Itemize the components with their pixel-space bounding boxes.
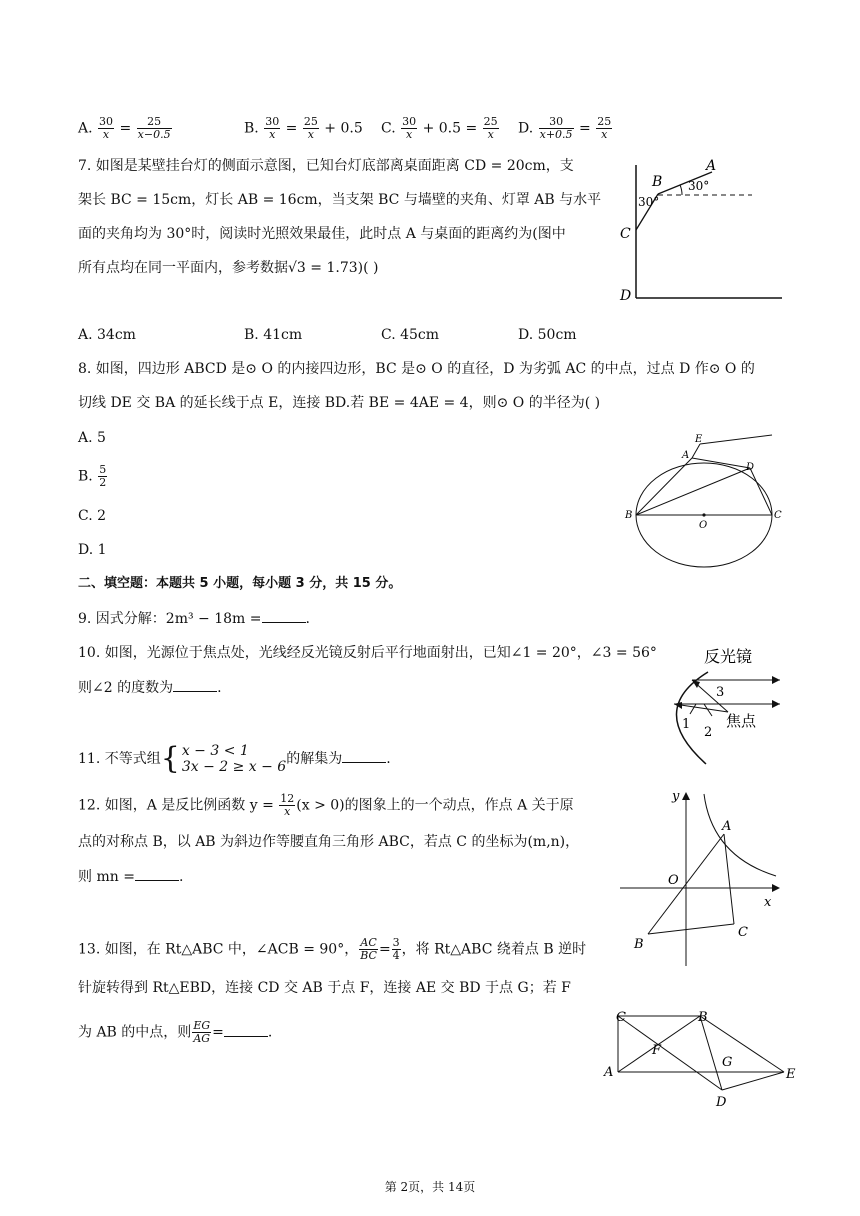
q8-circle-figure [622,430,790,570]
label-f: F [652,1043,662,1058]
q11-line: 11. 不等式组{ x − 3 < 1 3x − 2 ≥ x − 6 的解集为 . [78,741,391,776]
segment-cd [618,1016,722,1090]
label-b: B [698,1010,708,1025]
angle-label-top: 30° [688,179,710,193]
label-o: O [699,520,708,531]
q10-line-1: 10. 如图，光源位于焦点处，光线经反光镜反射后平行地面射出，已知∠1 = 20°，∠3 = 56° [78,645,657,661]
angle-1-label: 1 [682,717,691,732]
q7-line-4: 所有点均在同一平面内，参考数据√3 = 1.73)( ) [78,260,379,276]
center-dot [702,513,705,516]
angle-pointer-1 [690,704,696,714]
label-c: C [738,925,748,940]
chord-bd [636,468,750,515]
label-g: G [722,1055,733,1070]
angle-3-label: 3 [716,685,725,700]
angle-arc-top [680,185,682,195]
label-b: B [634,937,644,952]
q8-line-1: 8. 如图，四边形 ABCD 是⊙ O 的内接四边形，BC 是⊙ O 的直径，D 为劣弧 AC 的中点，过点 D 作⊙ O 的 [78,361,755,377]
label-c: C [620,226,631,242]
q8-option-b: B. $\frac{5}{2}$ [78,463,107,489]
angle-pointer-2 [704,704,712,716]
q6-option-b: B. $\frac{30}{x}$ = $\frac{25}{x}$ + 0.5 [244,115,363,141]
q12-line-1: 12. 如图，A 是反比例函数 y = $\frac{12}{x}$ (x > 0)的图象上的一个动点，作点 A 关于原 [78,792,574,818]
q6-option-c: C. $\frac{30}{x}$ + 0.5 = $\frac{25}{x}$ [381,115,498,141]
q10-mirror-figure [656,640,786,768]
q12-line-3: 则 mn = . [78,866,183,887]
q9-line: 9. 因式分解：2m³ − 18m = . [78,608,310,629]
q8-option-d: D. 1 [78,542,107,558]
angle-2-label: 2 [704,725,713,740]
label-c: C [616,1010,626,1025]
q7-line-1: 7. 如图是某壁挂台灯的侧面示意图，已知台灯底部离桌面距离 CD = 20cm，支 [78,158,574,174]
label-d: D [746,462,755,473]
page-footer: 第 2页，共 14页 [384,1180,476,1194]
q8-line-2: 切线 DE 交 BA 的延长线于点 E，连接 BD.若 BE = 4AE = 4，则⊙ O 的半径为( ) [78,395,601,411]
label-d: D [620,288,632,304]
extension-ae [692,444,700,458]
label-x: x [764,895,772,910]
q12-line-2: 点的对称点 B，以 AB 为斜边作等腰直角三角形 ABC，若点 C 的坐标为(m,n)， [78,834,580,850]
q7-lamp-figure [612,150,790,305]
label-e: E [695,434,703,445]
chord-dc [750,468,772,515]
q13-line-1: 13. 如图，在 Rt△ABC 中，∠ACB = 90°， $\frac{AC}{BC}$ = $\frac{3}{4}$ ，将 Rt△ABC 绕着点 B 逆时 [78,936,587,962]
arrow-top [772,676,780,684]
arrow-middle [772,700,780,708]
label-a: A [604,1065,614,1080]
q7-line-3: 面的夹角均为 30°时，阅读时光照效果最佳，此时点 A 与桌面的距离约为(图中 [78,226,566,242]
q6-option-a: A. $\frac{30}{x}$ = $\frac{25}{x-0.5}$ [78,115,171,141]
label-o: O [668,873,679,888]
q10-line-2: 则∠2 的度数为 . [78,677,222,698]
q7-option-d: D. 50cm [518,327,577,343]
q13-line-2: 针旋转得到 Rt△EBD，连接 CD 交 AB 于点 F，连接 AE 交 BD 于点 G；若 F [78,980,571,996]
label-d: D [716,1095,727,1110]
tangent-de [700,435,772,444]
y-axis-arrow [682,792,690,800]
arrow-reflect-top [692,680,700,688]
q8-option-c: C. 2 [78,508,107,524]
label-a: A [682,450,690,461]
label-b: B [625,510,633,521]
segment-bd [700,1016,722,1090]
q11-answer-blank[interactable] [342,748,386,763]
q13-line-3: 为 AB 的中点，则 $\frac{EG}{AG}$ = . [78,1019,273,1045]
label-a: A [722,819,732,834]
segment-ac [724,834,734,924]
label-a: A [706,158,717,174]
q9-answer-blank[interactable] [262,608,306,623]
q10-answer-blank[interactable] [173,677,217,692]
chord-ba [636,458,692,515]
segment-bc [648,924,734,934]
left-brace: { [160,741,180,776]
arrow-reflect-left [674,702,682,709]
inequality-system: x − 3 < 1 3x − 2 ≥ x − 6 [181,743,287,775]
q12-answer-blank[interactable] [135,866,179,881]
q7-option-c: C. 45cm [381,327,440,343]
q7-option-a: A. 34cm [78,327,136,343]
label-c: C [774,510,782,521]
q13-rotation-figure [600,1008,800,1110]
mirror-label: 反光镜 [704,647,753,666]
q7-option-b: B. 41cm [244,327,303,343]
q8-option-a: A. 5 [78,430,106,446]
x-axis-arrow [772,884,780,892]
q13-answer-blank[interactable] [224,1022,268,1037]
section-2-heading: 二、填空题：本题共 5 小题，每小题 3 分，共 15 分。 [78,576,402,591]
label-y: y [672,789,680,804]
q7-line-2: 架长 BC = 15cm，灯长 AB = 16cm，当支架 BC 与墙壁的夹角、灯罩 AB 与水平 [78,192,602,208]
angle-label-left: 30° [638,195,660,209]
segment-be [700,1016,784,1072]
q12-coordinate-figure [616,786,786,968]
q6-option-d: D. $\frac{30}{x+0.5}$ = $\frac{25}{x}$ [518,115,612,141]
label-b: B [652,174,663,190]
segment-de [722,1072,784,1090]
label-e: E [786,1067,796,1082]
focus-label: 焦点 [726,712,757,730]
hyperbola-curve [704,794,776,876]
